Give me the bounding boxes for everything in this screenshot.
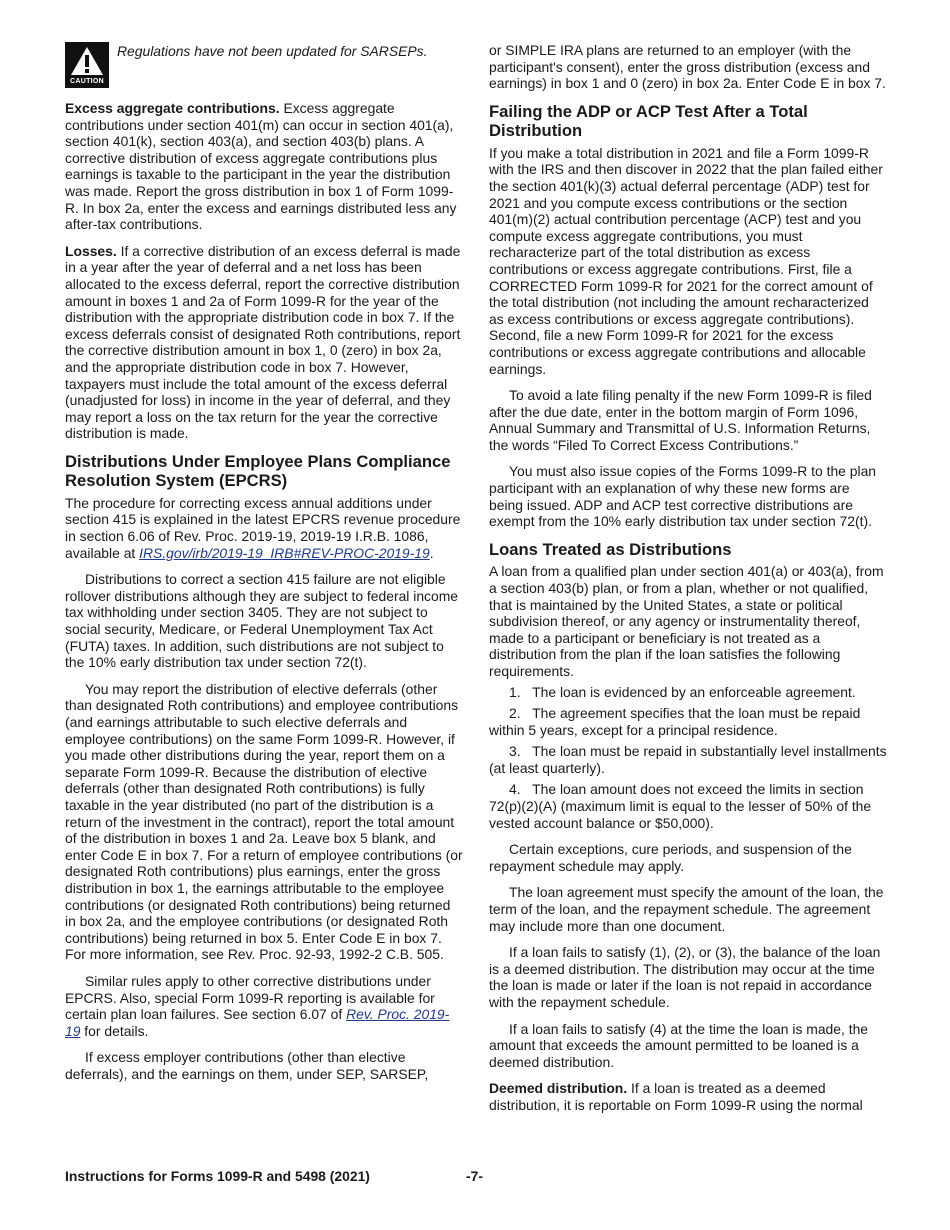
paragraph: If you make a total distribution in 2021 and file a Form 1099-R with the IRS and then discover in 2022 that the plan failed either the section 401(k)(3) actual deferral percentage (ADP) test for 2021 and you compute excess contributions or the section 401(m)(2) actual contribution percentage (ACP) test and you compute excess aggregate contributions, you must recharacterize part of the total distribution as excess contributions or excess aggregate contributions. First, file a CORRECTED Form 1099-R for 2021 for the correct amount of the total distribution (not including the amount recharacterized as excess contributions or excess aggregate contributions). Second, file a new Form 1099-R for 2021 for the excess contributions or excess aggregate contributions and allocable earnings.	[489, 144, 883, 377]
paragraph-deemed-distribution: Deemed distribution. If a loan is treated as a deemed distribution, it is reportable on Form 1099-R using the normal	[489, 1080, 863, 1113]
list-item: 3. The loan must be repaid in substantially level installments (at least quarterly).	[489, 743, 887, 776]
paragraph: If a loan fails to satisfy (1), (2), or (3), the balance of the loan is a deemed distribution. The distribution may occur at the time the loan is made or later if the loan is not repaid in accordance with the repayment schedule.	[489, 944, 881, 1010]
paragraph: Certain exceptions, cure periods, and suspension of the repayment schedule may apply.	[489, 841, 852, 874]
requirements-list	[489, 684, 887, 832]
section-heading-loans: Loans Treated as Distributions	[489, 539, 732, 559]
paragraph: If a loan fails to satisfy (4) at the time the loan is made, the amount that exceeds the amount permitted to be loaned is a deemed distribution.	[489, 1020, 869, 1070]
caution-text: Regulations have not been updated for SARSEPs.	[117, 43, 428, 59]
paragraph-excess-aggregate: Excess aggregate contributions. Excess aggregate contributions under section 401(m) can occur in section 401(a), section 401(k), section 403(a), and section 403(b) plans. A corrective distribution of excess aggregate contributions plus earnings is taxable to the participant in the year the distribution was made. Report the gross distribution in box 1 of Form 1099-R. In box 2a, enter the excess and earnings distributed less any after-tax contributions.	[65, 100, 457, 233]
paragraph: To avoid a late filing penalty if the new Form 1099-R is filed after the due date, enter in the bottom margin of Form 1096, Annual Summary and Transmittal of U.S. Information Returns, the words “Filed To Correct Excess Contributions.”	[489, 387, 872, 453]
paragraph: The loan agreement must specify the amount of the loan, the term of the loan, and the repayment schedule. The agreement may include more than one document.	[489, 884, 884, 934]
run-in-heading: Excess aggregate contributions.	[65, 100, 280, 116]
right-column	[489, 42, 887, 1124]
footer-title: Instructions for Forms 1099-R and 5498 (2021)	[65, 1168, 370, 1184]
page-number: -7-	[466, 1168, 483, 1184]
list-item: 2. The agreement specifies that the loan must be repaid within 5 years, except for a principal residence.	[489, 705, 861, 738]
rev-proc-link[interactable]: Rev. Proc. 2019-19	[65, 1006, 450, 1039]
paragraph: You may report the distribution of elective deferrals (other than designated Roth contributions) and employee contributions (and earnings attributable to such elective deferrals and employee contributions) on the same Form 1099-R. However, if you made other distributions during the year, report them on a separate Form 1099-R. Because the distribution of elective deferrals (other than designated Roth contributions) is fully taxable in the year distributed (no part of the distribution is a return of the investment in the contract), report the total amount of the distribution in boxes 1 and 2a. Leave box 5 blank, and enter Code E in box 7. For a return of employee contributions (or designated Roth contributions) plus earnings, enter the gross distribution in box 1, the earnings attributable to the employee contributions (or designated Roth contributions) being returned in box 2a, and the employee contributions (or designated Roth contributions) being returned in box 5. Enter Code E in box 7. For more information, see Rev. Proc. 92-93, 1992-2 C.B. 505.	[65, 680, 463, 963]
caution-icon	[65, 42, 109, 88]
section-heading-adp-acp: Failing the ADP or ACP Test After a Total Distribution	[489, 101, 808, 141]
paragraph-losses: Losses. If a corrective distribution of an excess deferral is made in a year after the year of deferral and a net loss has been allocated to the excess deferral, report the corrective distribution amount in boxes 1 and 2a of Form 1099-R for the year of the distribution with the appropriate distribution code in box 7. If the excess deferrals consist of designated Roth contributions, report the corrective distribution amount in box 1, 0 (zero) in box 2a, and the appropriate distribution code in box 7. However, taxpayers must include the total amount of the excess deferral (unadjusted for loss) in income in the year of deferral, and they may report a loss on the tax return for the year the corrective distribution is made.	[65, 242, 461, 442]
list-item: 1. The loan is evidenced by an enforceable agreement.	[509, 683, 856, 700]
page-footer	[65, 1168, 885, 1184]
paragraph: or SIMPLE IRA plans are returned to an employer (with the participant's consent), enter the gross distribution (excess and earnings) in box 1 and 0 (zero) in box 2a. Enter Code E in box 7.	[489, 42, 886, 92]
caution-label: CAUTION	[70, 78, 104, 85]
run-in-heading: Deemed distribution.	[489, 1080, 628, 1097]
paragraph: A loan from a qualified plan under section 401(a) or 403(a), from a section 403(b) plan, or from a plan, whether or not qualified, that is maintained by the United States, a state or political subdivision thereof, or any agency or instrumentality thereof, made to a participant or beneficiary is not treated as a distribution from the plan if the loan satisfies the following requirements.	[489, 563, 884, 679]
list-item: 4. The loan amount does not exceed the limits in section 72(p)(2)(A) (maximum limit is equal to the lesser of 50% of the vested account balance or $50,000).	[489, 781, 872, 831]
paragraph: Similar rules apply to other corrective distributions under EPCRS. Also, special Form 1099-R reporting is available for certain plan loan failures. See section 6.07 of Rev. Proc. 2019-19 for details.	[65, 972, 450, 1039]
paragraph: You must also issue copies of the Forms 1099-R to the plan participant with an explanation of why these new forms are being issued. ADP and ACP test corrective distributions are exempt from the 10% early distribution tax under section 72(t).	[489, 463, 877, 530]
paragraph: If excess employer contributions (other than elective deferrals), and the earnings on them, under SEP, SARSEP,	[65, 1049, 429, 1082]
left-column	[65, 42, 463, 1092]
section-heading-epcrs: Distributions Under Employee Plans Compliance Resolution System (EPCRS)	[65, 451, 451, 491]
run-in-heading: Losses.	[65, 242, 117, 259]
irb-link[interactable]: IRS.gov/irb/2019-19_IRB#REV-PROC-2019-19	[139, 544, 430, 561]
caution-notice	[65, 42, 463, 88]
paragraph: The procedure for correcting excess annual additions under section 415 is explained in the latest EPCRS revenue procedure in section 6.06 of Rev. Proc. 2019-19, 2019-19 I.R.B. 1086, available at IRS.gov/irb/2019-19_IRB#REV-PROC-2019-19.	[65, 494, 461, 561]
paragraph: Distributions to correct a section 415 failure are not eligible rollover distributions although they are subject to federal income tax withholding under section 3405. They are not subject to social security, Medicare, or Federal Unemployment Tax Act (FUTA) taxes. In addition, such distributions are not subject to the 10% early distribution tax under section 72(t).	[65, 571, 459, 671]
